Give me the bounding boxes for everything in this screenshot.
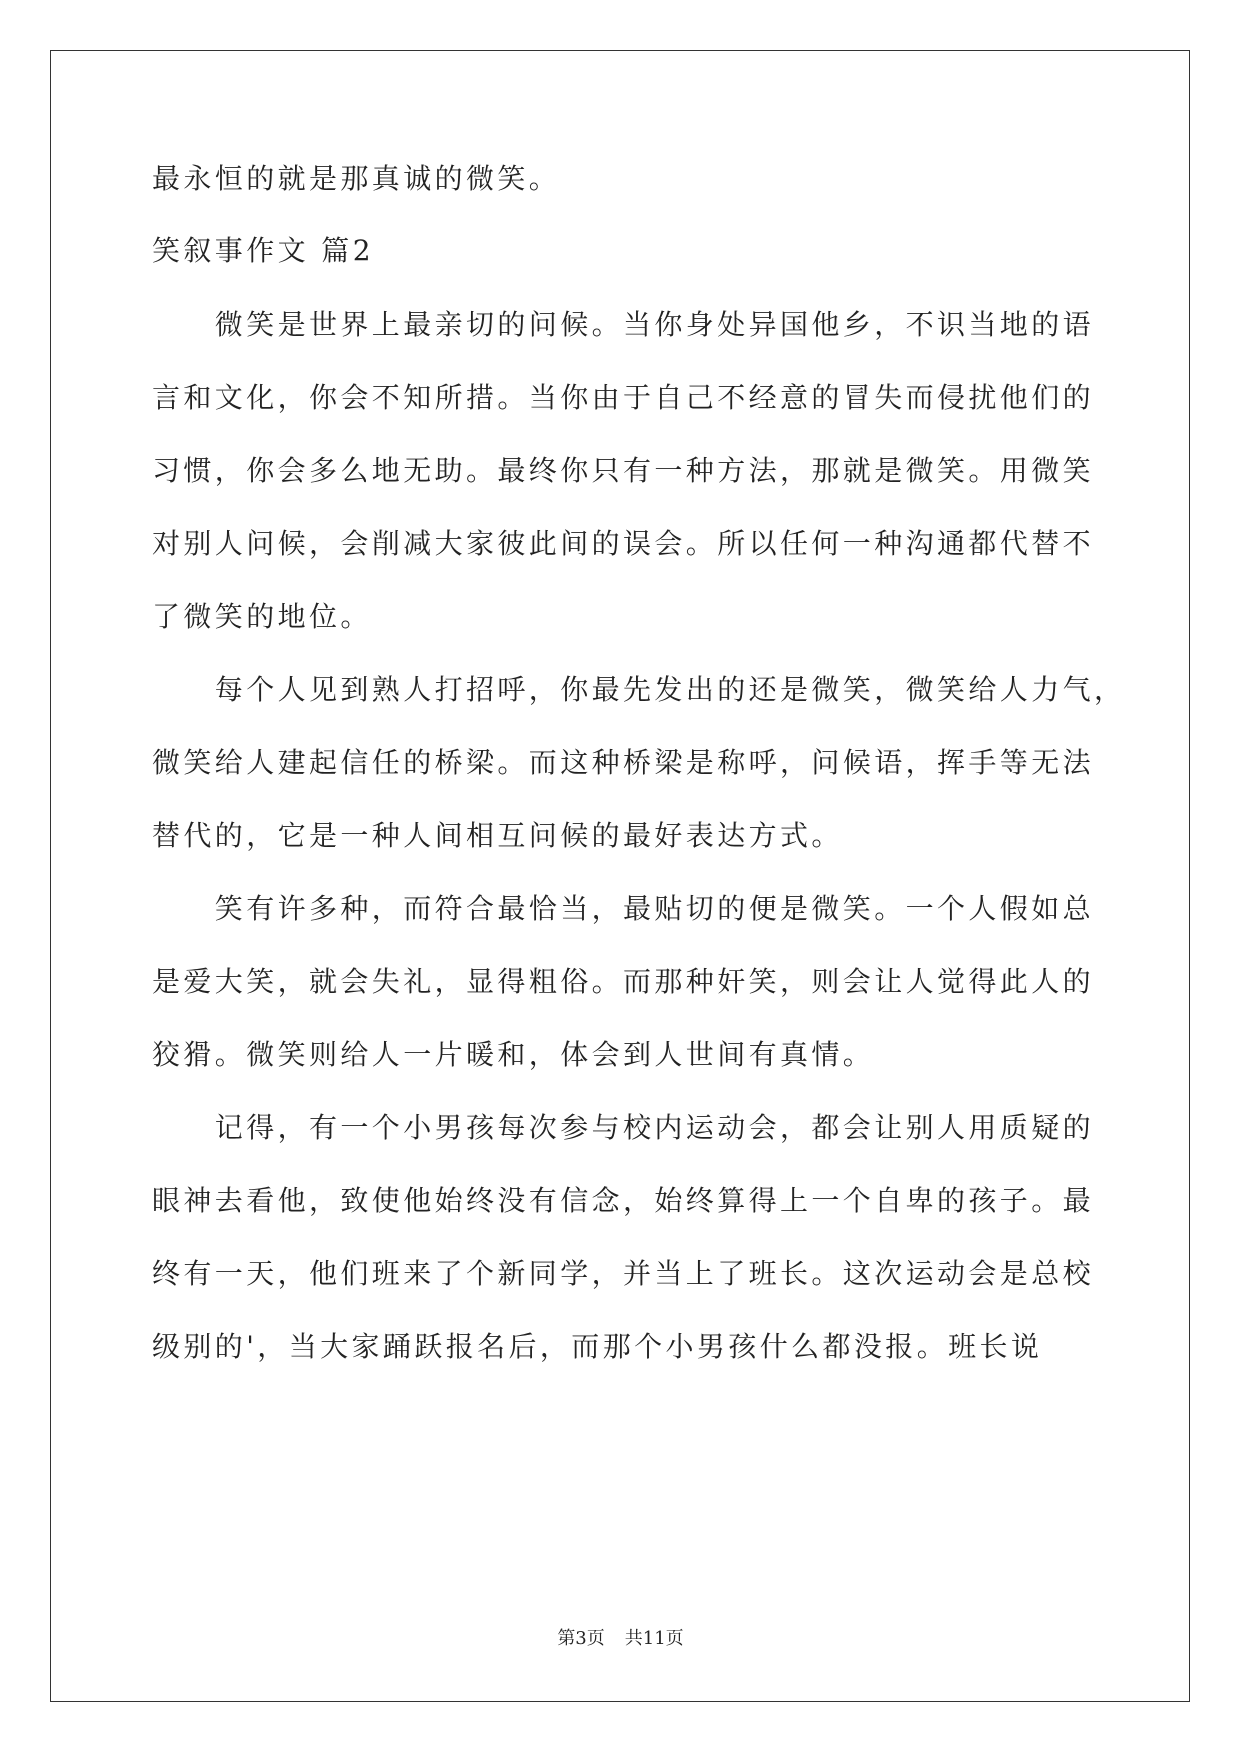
- text-line: 最永恒的就是那真诚的微笑。: [152, 162, 561, 195]
- text-line: 了微笑的地位。: [152, 600, 372, 633]
- text-line: 级别的'，当大家踊跃报名后，而那个小男孩什么都没报。班长说: [152, 1330, 1043, 1363]
- text-line: 习惯，你会多么地无助。最终你只有一种方法，那就是微笑。用微笑: [152, 454, 1095, 487]
- page-footer: [0, 1627, 1241, 1651]
- text-line: 终有一天，他们班来了个新同学，并当上了班长。这次运动会是总校: [152, 1257, 1095, 1290]
- text-line: 言和文化，你会不知所措。当你由于自己不经意的冒失而侵扰他们的: [152, 381, 1095, 414]
- text-line: 替代的，它是一种人间相互问候的最好表达方式。: [152, 819, 843, 852]
- text-line: 眼神去看他，致使他始终没有信念，始终算得上一个自卑的孩子。最: [152, 1184, 1095, 1217]
- page-number: 第3页: [557, 1628, 605, 1649]
- text-line: 记得，有一个小男孩每次参与校内运动会，都会让别人用质疑的: [152, 1111, 1095, 1144]
- text-line: 微笑给人建起信任的桥梁。而这种桥梁是称呼，问候语，挥手等无法: [152, 746, 1095, 779]
- text-line: 是爱大笑，就会失礼，显得粗俗。而那种奸笑，则会让人觉得此人的: [152, 965, 1095, 998]
- page-frame: [50, 50, 1190, 1702]
- section-heading: 笑叙事作文 篇2: [152, 234, 374, 267]
- text-line: 每个人见到熟人打招呼，你最先发出的还是微笑，微笑给人力气，: [152, 673, 1126, 706]
- text-line: 对别人问候，会削减大家彼此间的误会。所以任何一种沟通都代替不: [152, 527, 1095, 560]
- text-line: 微笑是世界上最亲切的问候。当你身处异国他乡，不识当地的语: [152, 308, 1095, 341]
- text-line: 狡猾。微笑则给人一片暖和，体会到人世间有真情。: [152, 1038, 875, 1071]
- page-total: 共11页: [624, 1628, 684, 1649]
- text-line: 笑有许多种，而符合最恰当，最贴切的便是微笑。一个人假如总: [152, 892, 1095, 925]
